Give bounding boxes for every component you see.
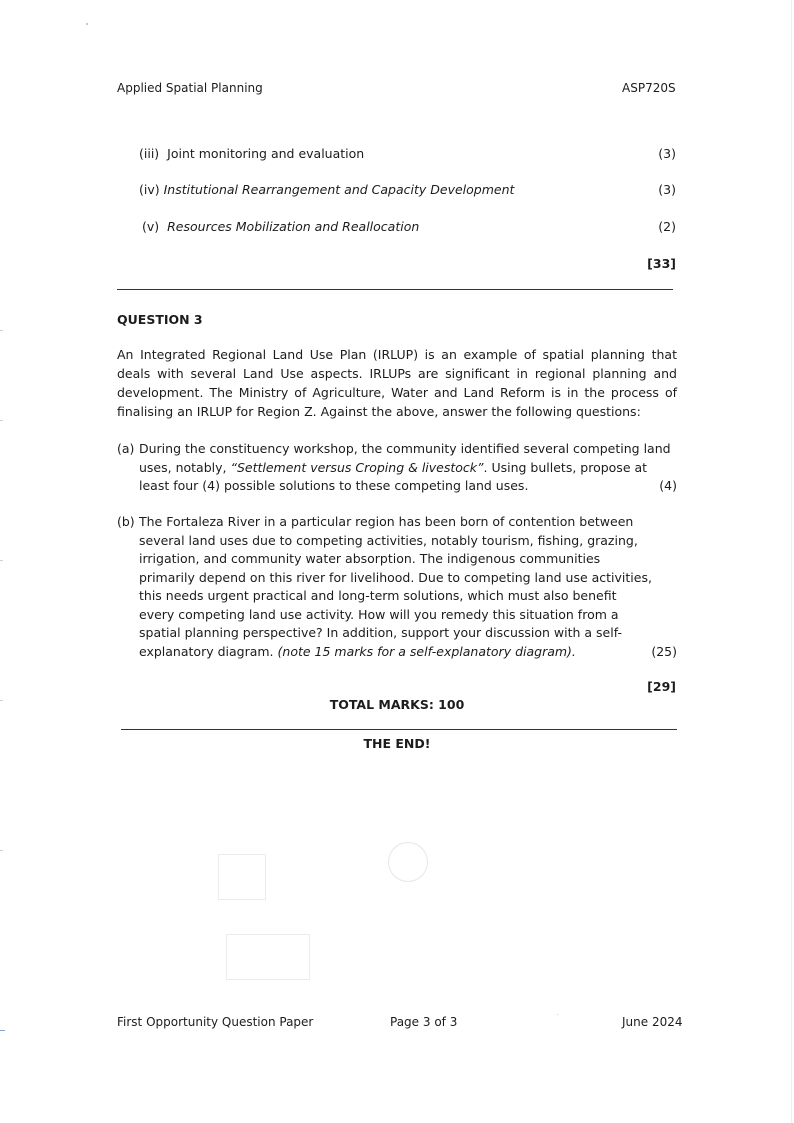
part-a-text: During the constituency workshop, the community identified several competing land uses, notably, bbox=[139, 441, 671, 475]
footer-left: First Opportunity Question Paper bbox=[117, 1015, 314, 1029]
faint-stamp-shape bbox=[218, 854, 266, 900]
speck bbox=[557, 1014, 558, 1015]
edge-mark bbox=[0, 1030, 5, 1031]
part-label: (b) bbox=[117, 514, 135, 529]
question-part-b bbox=[117, 513, 677, 661]
part-a-text-after: . Using bullets, propose at least four (4) possible solutions to these competing land uses. bbox=[139, 459, 648, 493]
speck bbox=[86, 23, 88, 25]
course-title: Applied Spatial Planning bbox=[117, 81, 263, 95]
question-part-a bbox=[117, 440, 677, 496]
question-intro: An Integrated Regional Land Use Plan (IRLUP) is an example of spatial planning that deals with several Land Use aspects. IRLUPs are significant in regional planning and development. The Ministry of Agriculture, Water and Land Reform is in the process of finalising an IRLUP for Region Z. Against the above, answer the following questions: bbox=[117, 347, 677, 419]
item-text: Resources Mobilization and Reallocation bbox=[167, 219, 420, 234]
list-item bbox=[142, 219, 676, 234]
item-marks: (3) bbox=[658, 146, 676, 161]
footer-page-number: Page 3 of 3 bbox=[390, 1015, 458, 1029]
part-b-text: The Fortaleza River in a particular region has been born of contention between several land uses due to competing activities, notably tourism, fishing, grazing, irrigation, and community water absorption. The indigenous communities primarily depend on this river for livelihood. Due to competing land use activities, this needs urgent practical and long-term solutions, which must also benefit every competing land use activity. How will you remedy this situation from a spatial planning perspective? In addition, support your discussion with a self-explanatory diagram. bbox=[139, 514, 652, 659]
item-label: (v) bbox=[142, 219, 160, 234]
list-item bbox=[139, 182, 676, 197]
part-b-note: (note 15 marks for a self-explanatory diagram). bbox=[277, 643, 576, 659]
faint-stamp-circle bbox=[388, 842, 428, 882]
edge-mark bbox=[0, 850, 3, 851]
the-end: THE END! bbox=[363, 736, 431, 751]
question-heading: QUESTION 3 bbox=[117, 312, 203, 327]
edge-mark bbox=[0, 420, 3, 421]
item-label: (iv) bbox=[139, 182, 160, 197]
part-b-marks: (25) bbox=[651, 643, 677, 659]
edge-mark bbox=[0, 330, 3, 331]
previous-total: [33] bbox=[647, 256, 676, 271]
item-text: Institutional Rearrangement and Capacity Development bbox=[163, 182, 515, 197]
course-code: ASP720S bbox=[622, 81, 676, 95]
part-a-marks: (4) bbox=[659, 478, 677, 493]
edge-mark bbox=[0, 560, 3, 561]
divider bbox=[121, 729, 677, 730]
question-total: [29] bbox=[647, 679, 676, 694]
item-label: (iii) bbox=[139, 146, 160, 161]
item-marks: (3) bbox=[658, 182, 676, 197]
part-label: (a) bbox=[117, 441, 135, 456]
edge-mark bbox=[0, 700, 3, 701]
faint-stamp-shape bbox=[226, 934, 310, 980]
footer-date: June 2024 bbox=[622, 1015, 683, 1029]
total-marks: TOTAL MARKS: 100 bbox=[329, 697, 465, 712]
page-edge bbox=[791, 0, 792, 1123]
item-text: Joint monitoring and evaluation bbox=[167, 146, 365, 161]
list-item bbox=[139, 146, 676, 161]
item-marks: (2) bbox=[658, 219, 676, 234]
part-a-quote: “Settlement versus Croping & livestock” bbox=[230, 459, 484, 475]
divider bbox=[117, 289, 673, 290]
